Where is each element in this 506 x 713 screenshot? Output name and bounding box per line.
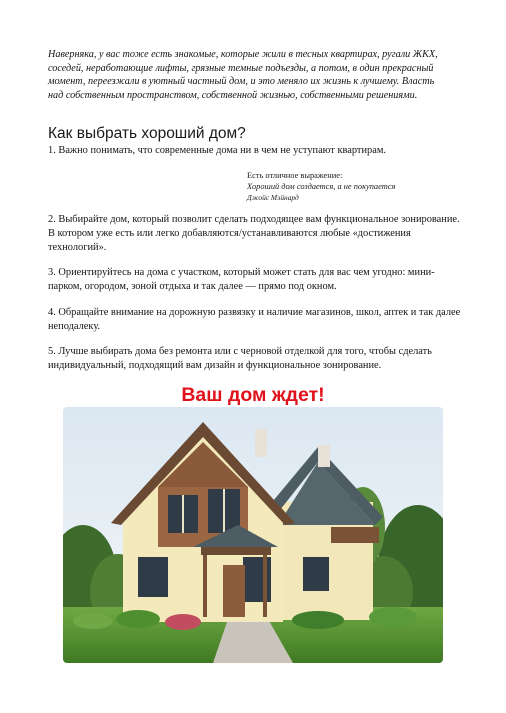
list-item-1: 1. Важно понимать, что современные дома ни в чем не уступают квартирам. — [48, 145, 387, 156]
banner-title: Ваш дом ждет! — [181, 384, 325, 406]
intro-paragraph: Наверняка, у вас тоже есть знакомые, которые жили в тесных квартирах, ругали ЖКХ, соседей, неработающие лифты, грязные темные подъезды, а потом, в один прекрасный момент, переезжали в уютный частный дом, и это меняло их жизнь к лучшему. Власть над собственным пространством, собственной жизнью, собственными решениями. — [48, 49, 438, 101]
list-item-4: 4. Обращайте внимание на дорожную развязку и наличие магазинов, школ, аптек и так далее неподалеку. — [48, 307, 461, 333]
list-item-2: 2. Выбирайте дом, который позволит сделать подходящее вам функциональное зонирование. В котором уже есть или легко добавляются/устанавливаются любые «достижения технологий». — [48, 214, 460, 254]
quote-text: Хороший дом создается, а не покупается — [247, 182, 396, 191]
house-photo — [63, 407, 443, 663]
quote-intro: Есть отличное выражение: — [247, 171, 343, 180]
list-item-5: 5. Лучше выбирать дома без ремонта или с черновой отделкой для того, чтобы сделать индивидуальный, подходящий вам дизайн и функциональное зонирование. — [48, 346, 432, 372]
house-illustration — [63, 407, 443, 663]
quote-block — [247, 170, 467, 203]
section-heading: Как выбрать хороший дом? — [48, 125, 246, 142]
quote-author: Джойс Мэйнард — [247, 193, 299, 202]
list-item-3: 3. Ориентируйтесь на дома с участком, который может стать для вас чем угодно: мини-парком, огородом, зоной отдыха и так далее — прямо под окном. — [48, 267, 435, 293]
